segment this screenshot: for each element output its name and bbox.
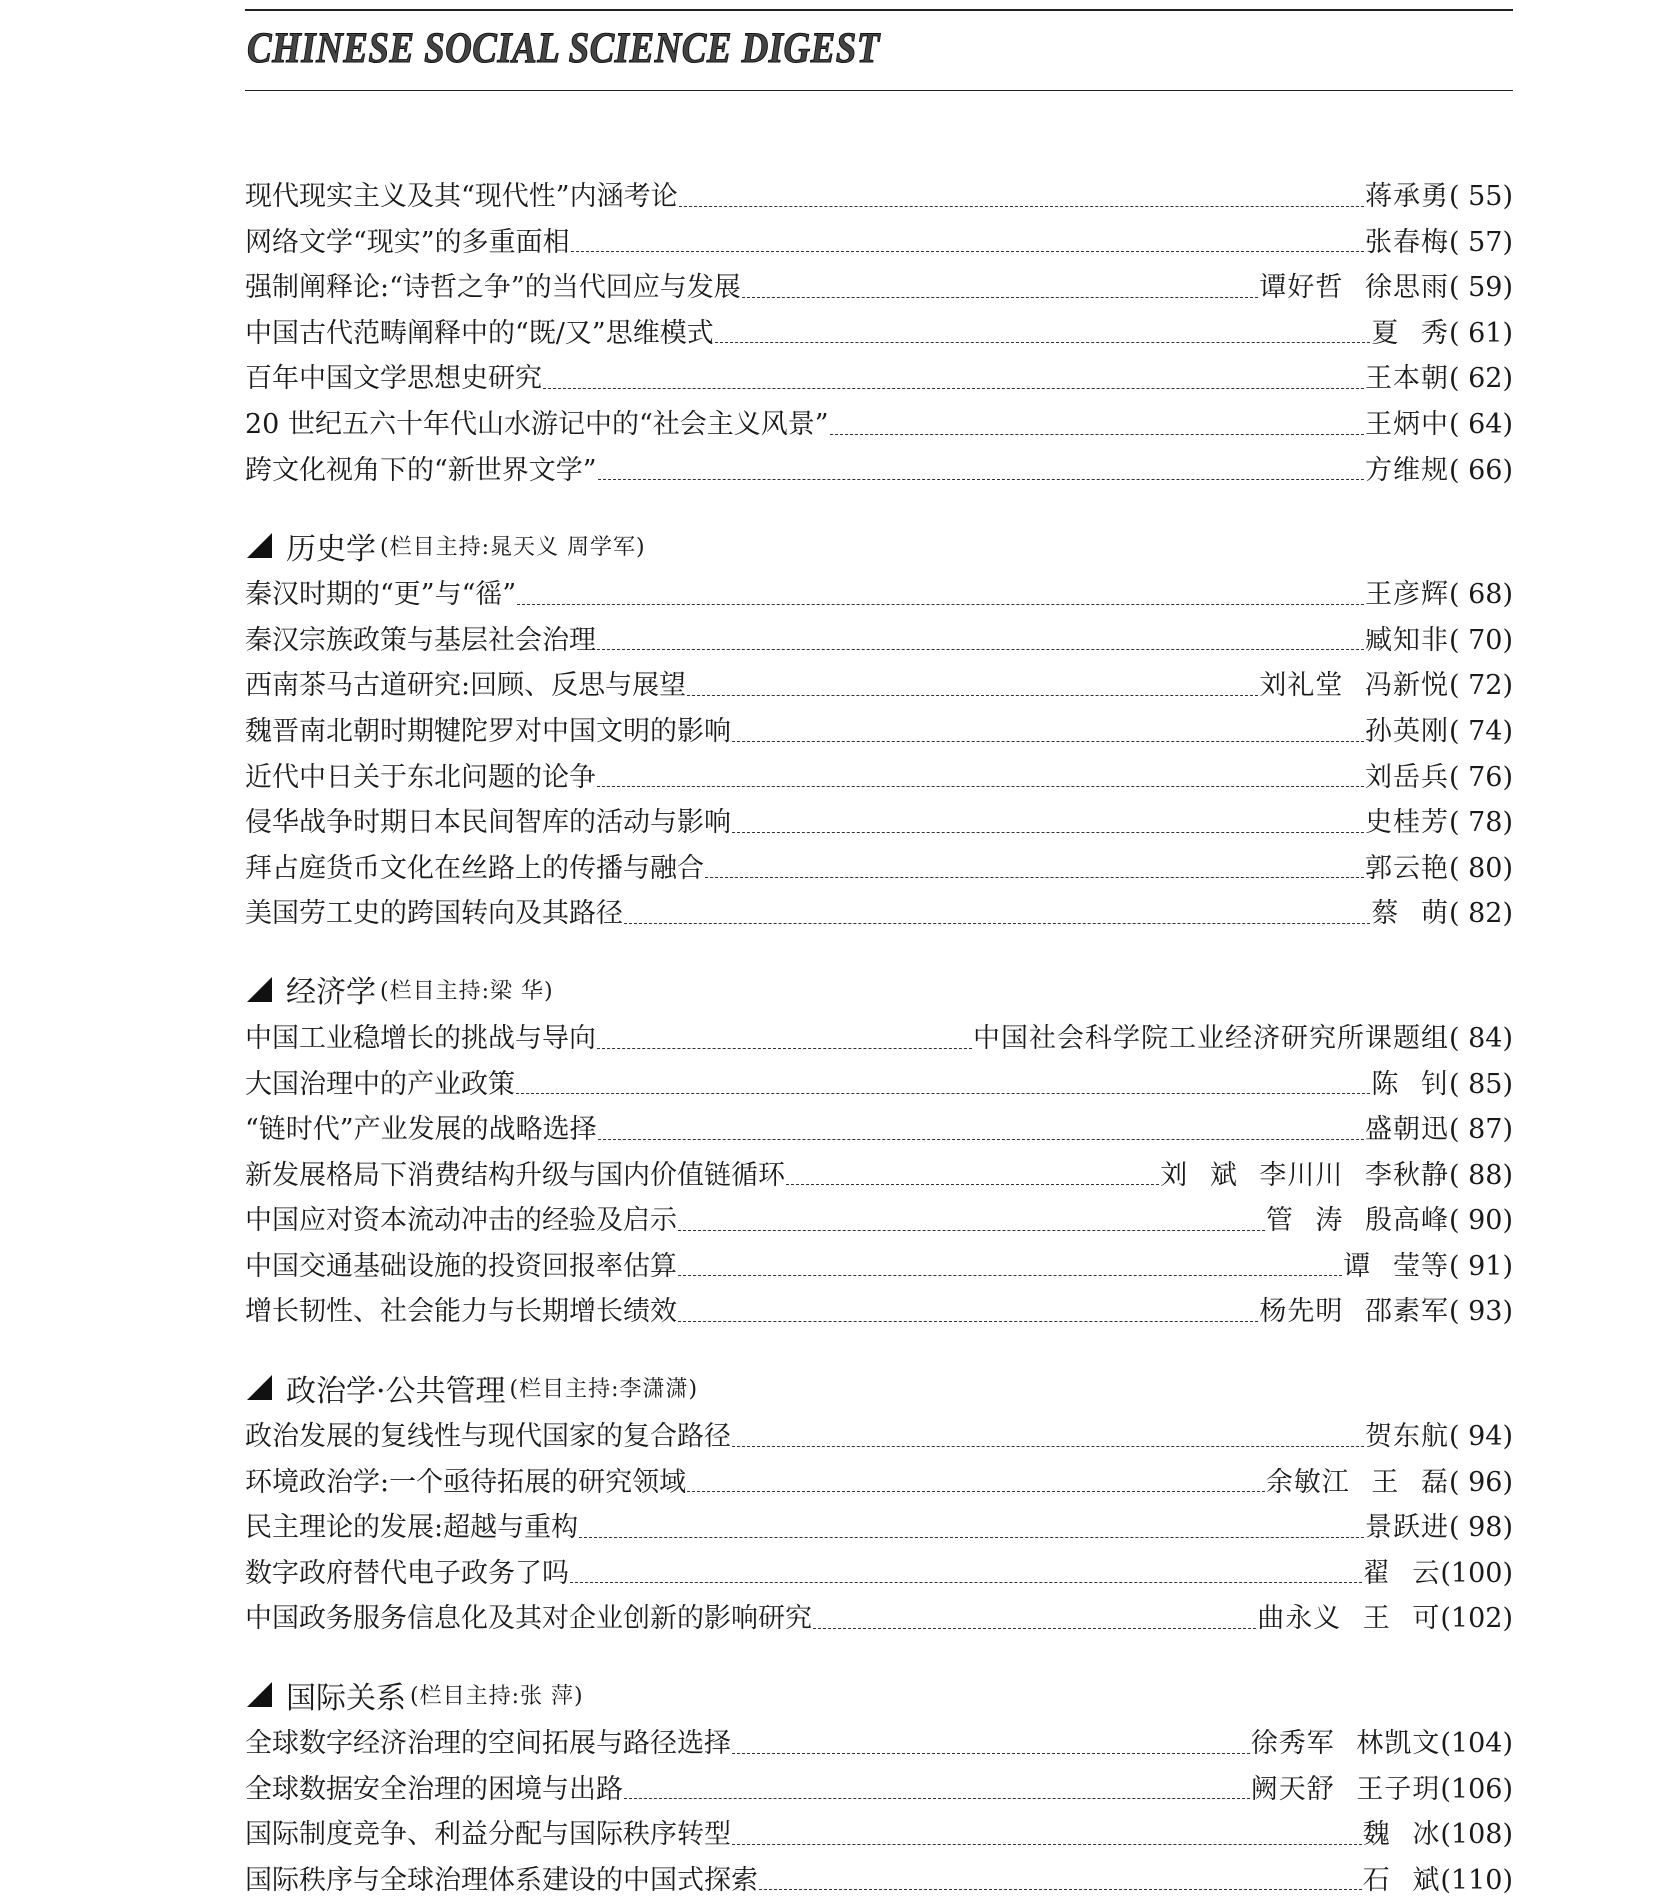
entry-title: 全球数据安全治理的困境与出路 — [245, 1773, 623, 1805]
entry-page: ( 61) — [1448, 317, 1513, 349]
entry-page: ( 72) — [1448, 670, 1513, 702]
entry-title: 中国古代范畴阐释中的“既/又”思维模式 — [245, 317, 714, 349]
entry-title: 民主理论的发展:超越与重构 — [245, 1512, 579, 1544]
triangle-marker-icon — [247, 977, 272, 1002]
entry-author: 王炳中 — [1364, 408, 1449, 440]
triangle-marker-icon — [247, 533, 272, 558]
toc-entry[interactable] — [245, 1062, 1513, 1108]
dot-leader — [786, 1184, 1159, 1185]
toc-entry[interactable] — [245, 1198, 1513, 1244]
toc-entry[interactable] — [245, 220, 1513, 266]
entry-title: 中国工业稳增长的挑战与导向 — [245, 1022, 596, 1054]
dot-leader — [830, 434, 1364, 435]
entry-author: 刘岳兵 — [1364, 761, 1449, 793]
entry-page: ( 66) — [1448, 454, 1513, 486]
toc-entry[interactable] — [245, 265, 1513, 311]
entry-page: ( 91) — [1448, 1250, 1513, 1282]
dot-leader — [679, 206, 1364, 207]
dot-leader — [732, 741, 1364, 742]
entry-title: 秦汉时期的“更”与“徭” — [245, 579, 517, 611]
entry-title: 数字政府替代电子政务了吗 — [245, 1557, 569, 1589]
section-heading — [245, 963, 1513, 1016]
dot-leader — [624, 923, 1370, 924]
entry-title: 网络文学“现实”的多重面相 — [245, 226, 570, 258]
entry-title: 魏晋南北朝时期犍陀罗对中国文明的影响 — [245, 715, 731, 747]
entry-author: 余敏江 王 磊 — [1265, 1466, 1449, 1498]
section-name: 历史学 — [286, 531, 376, 567]
toc-entry[interactable] — [245, 663, 1513, 709]
journal-title: CHINESE SOCIAL SCIENCE DIGEST — [247, 25, 880, 72]
entry-title: 国际秩序与全球治理体系建设的中国式探索 — [245, 1864, 758, 1896]
dot-leader — [517, 604, 1364, 605]
entry-title: 增长韧性、社会能力与长期增长绩效 — [245, 1296, 677, 1328]
section-name: 政治学·公共管理 — [286, 1373, 506, 1409]
entry-page: ( 82) — [1448, 898, 1513, 930]
toc-entry[interactable] — [245, 1858, 1513, 1903]
entry-title: 跨文化视角下的“新世界文学” — [245, 454, 597, 486]
entry-title: 现代现实主义及其“现代性”内涵考论 — [245, 181, 678, 212]
toc-entry[interactable] — [245, 1812, 1513, 1858]
entry-page: ( 62) — [1448, 363, 1513, 395]
dot-leader — [597, 1048, 972, 1049]
table-of-contents — [245, 174, 1513, 1903]
entry-page: ( 87) — [1448, 1114, 1513, 1146]
dot-leader — [687, 1491, 1265, 1492]
triangle-marker-icon — [247, 1682, 272, 1707]
entry-page: ( 68) — [1448, 579, 1513, 611]
dot-leader — [687, 695, 1258, 696]
dot-leader — [624, 1798, 1250, 1799]
toc-entry[interactable] — [245, 618, 1513, 664]
entry-author: 徐秀军 林凯文 — [1250, 1728, 1441, 1760]
entry-page: ( 76) — [1448, 761, 1513, 793]
entry-title: “链时代”产业发展的战略选择 — [245, 1114, 597, 1146]
entry-title: 国际制度竞争、利益分配与国际秩序转型 — [245, 1819, 731, 1851]
dot-leader — [516, 1093, 1370, 1094]
entry-page: ( 88) — [1448, 1159, 1513, 1191]
section-heading — [245, 1668, 1513, 1721]
entry-author: 曲永义 王 可 — [1257, 1603, 1441, 1635]
toc-entry[interactable] — [245, 1414, 1513, 1460]
entry-title: 20 世纪五六十年代山水游记中的“社会主义风景” — [245, 408, 829, 440]
entry-author: 管 涛 殷高峰 — [1265, 1205, 1449, 1237]
entry-title: 百年中国文学思想史研究 — [245, 363, 542, 395]
entry-title: 中国应对资本流动冲击的经验及启示 — [245, 1205, 677, 1237]
entry-page: ( 64) — [1448, 408, 1513, 440]
dot-leader — [732, 1753, 1250, 1754]
entry-page: ( 93) — [1448, 1296, 1513, 1328]
entry-title: 强制阐释论:“诗哲之争”的当代回应与发展 — [245, 272, 741, 304]
toc-entry[interactable] — [245, 891, 1513, 937]
dot-leader — [813, 1628, 1256, 1629]
toc-entry[interactable] — [245, 356, 1513, 402]
toc-entry[interactable] — [245, 1551, 1513, 1597]
entry-title: 大国治理中的产业政策 — [245, 1068, 515, 1100]
entry-page: (100) — [1440, 1557, 1513, 1589]
toc-section — [245, 519, 1513, 937]
toc-entry[interactable] — [245, 1016, 1513, 1062]
toc-entry[interactable] — [245, 846, 1513, 892]
toc-entry[interactable] — [245, 174, 1513, 220]
toc-entry[interactable] — [245, 709, 1513, 755]
section-heading — [245, 1361, 1513, 1414]
section-editor: (栏目主持:晁天义 周学军) — [380, 535, 646, 561]
entry-page: ( 55) — [1448, 181, 1513, 212]
entry-title: 美国劳工史的跨国转向及其路径 — [245, 898, 623, 930]
entry-title: 西南茶马古道研究:回顾、反思与展望 — [245, 670, 687, 702]
dot-leader — [742, 297, 1259, 298]
entry-author: 孙英刚 — [1364, 715, 1449, 747]
dot-leader — [678, 1321, 1258, 1322]
dot-leader — [678, 1230, 1265, 1231]
toc-entry[interactable] — [245, 1767, 1513, 1813]
toc-entry[interactable] — [245, 311, 1513, 357]
entry-page: ( 85) — [1448, 1068, 1513, 1100]
entry-author: 夏 秀 — [1371, 317, 1449, 349]
toc-entry[interactable] — [245, 755, 1513, 801]
entry-author: 景跃进 — [1364, 1512, 1449, 1544]
entry-title: 近代中日关于东北问题的论争 — [245, 761, 596, 793]
section-editor: (栏目主持:梁 华) — [380, 978, 554, 1004]
dot-leader — [597, 649, 1364, 650]
toc-entry[interactable] — [245, 1107, 1513, 1153]
entry-title: 侵华战争时期日本民间智库的活动与影响 — [245, 807, 731, 839]
header-bottom-rule — [245, 90, 1513, 91]
dot-leader — [570, 1582, 1362, 1583]
entry-page: ( 78) — [1448, 807, 1513, 839]
entry-author: 翟 云 — [1362, 1557, 1441, 1589]
dot-leader — [579, 1537, 1364, 1538]
toc-entry[interactable] — [245, 572, 1513, 618]
section-heading — [245, 519, 1513, 572]
entry-title: 中国政务服务信息化及其对企业创新的影响研究 — [245, 1603, 812, 1635]
entry-page: ( 90) — [1448, 1205, 1513, 1237]
entry-page: (102) — [1440, 1603, 1513, 1635]
dot-leader — [543, 388, 1364, 389]
entry-page: ( 98) — [1448, 1512, 1513, 1544]
entry-title: 中国交通基础设施的投资回报率估算 — [245, 1250, 677, 1282]
toc-entry[interactable] — [245, 1244, 1513, 1290]
entry-page: (110) — [1440, 1864, 1513, 1896]
entry-page: ( 94) — [1448, 1421, 1513, 1453]
dot-leader — [715, 342, 1371, 343]
dot-leader — [732, 832, 1364, 833]
entry-author: 陈 钊 — [1371, 1068, 1449, 1100]
entry-title: 全球数字经济治理的空间拓展与路径选择 — [245, 1728, 731, 1760]
entry-page: (108) — [1440, 1819, 1513, 1851]
entry-author: 刘 斌 李川川 李秋静 — [1160, 1159, 1449, 1191]
entry-page: ( 84) — [1448, 1022, 1513, 1054]
triangle-marker-icon — [247, 1375, 272, 1400]
section-editor: (栏目主持:李潇潇) — [509, 1377, 699, 1403]
entry-page: (104) — [1440, 1728, 1513, 1760]
entry-page: ( 70) — [1448, 624, 1513, 656]
entry-author: 谭 莹等 — [1343, 1250, 1449, 1282]
entry-author: 杨先明 邵素军 — [1259, 1296, 1449, 1328]
header-top-rule — [245, 9, 1513, 11]
entry-title: 新发展格局下消费结构升级与国内价值链循环 — [245, 1159, 785, 1191]
toc-entry[interactable] — [245, 448, 1513, 494]
entry-page: ( 59) — [1448, 272, 1513, 304]
entry-author: 魏 冰 — [1362, 1819, 1441, 1851]
entry-author: 贺东航 — [1364, 1421, 1449, 1453]
entry-author: 张春梅 — [1364, 226, 1449, 258]
entry-author: 阙天舒 王子玥 — [1250, 1773, 1441, 1805]
toc-entry[interactable] — [245, 1289, 1513, 1335]
dot-leader — [571, 251, 1364, 252]
dot-leader — [597, 786, 1364, 787]
dot-leader — [598, 479, 1364, 480]
entry-author: 蒋承勇 — [1364, 181, 1449, 212]
toc-section — [245, 1361, 1513, 1642]
entry-author: 中国社会科学院工业经济研究所课题组 — [972, 1022, 1449, 1054]
entry-author: 臧知非 — [1364, 624, 1449, 656]
entry-author: 谭好哲 徐思雨 — [1259, 272, 1449, 304]
entry-page: ( 74) — [1448, 715, 1513, 747]
entry-title: 政治发展的复线性与现代国家的复合路径 — [245, 1421, 731, 1453]
toc-section — [245, 174, 1513, 493]
entry-page: ( 96) — [1448, 1466, 1513, 1498]
dot-leader — [732, 1844, 1362, 1845]
dot-leader — [705, 877, 1364, 878]
toc-section — [245, 963, 1513, 1335]
entry-title: 环境政治学:一个亟待拓展的研究领域 — [245, 1466, 687, 1498]
entry-title: 拜占庭货币文化在丝路上的传播与融合 — [245, 852, 704, 884]
section-name: 经济学 — [286, 975, 376, 1011]
entry-page: ( 80) — [1448, 852, 1513, 884]
section-name: 国际关系 — [286, 1680, 406, 1716]
entry-author: 盛朝迅 — [1364, 1114, 1449, 1146]
entry-author: 石 斌 — [1362, 1864, 1441, 1896]
entry-author: 王本朝 — [1364, 363, 1449, 395]
dot-leader — [759, 1889, 1362, 1890]
toc-section — [245, 1668, 1513, 1903]
entry-title: 秦汉宗族政策与基层社会治理 — [245, 624, 596, 656]
toc-entry[interactable] — [245, 1721, 1513, 1767]
entry-page: ( 57) — [1448, 226, 1513, 258]
toc-entry[interactable] — [245, 1460, 1513, 1506]
toc-entry[interactable] — [245, 1505, 1513, 1551]
toc-entry[interactable] — [245, 1596, 1513, 1642]
toc-entry[interactable] — [245, 1153, 1513, 1199]
entry-author: 史桂芳 — [1364, 807, 1449, 839]
entry-author: 王彦辉 — [1364, 579, 1449, 611]
dot-leader — [598, 1139, 1364, 1140]
entry-author: 郭云艳 — [1364, 852, 1449, 884]
entry-author: 方维规 — [1364, 454, 1449, 486]
entry-author: 刘礼堂 冯新悦 — [1259, 670, 1449, 702]
entry-author: 蔡 萌 — [1371, 898, 1449, 930]
toc-entry[interactable] — [245, 402, 1513, 448]
section-editor: (栏目主持:张 萍) — [410, 1684, 584, 1710]
entry-page: (106) — [1440, 1773, 1513, 1805]
dot-leader — [732, 1446, 1364, 1447]
dot-leader — [678, 1275, 1342, 1276]
toc-entry[interactable] — [245, 800, 1513, 846]
